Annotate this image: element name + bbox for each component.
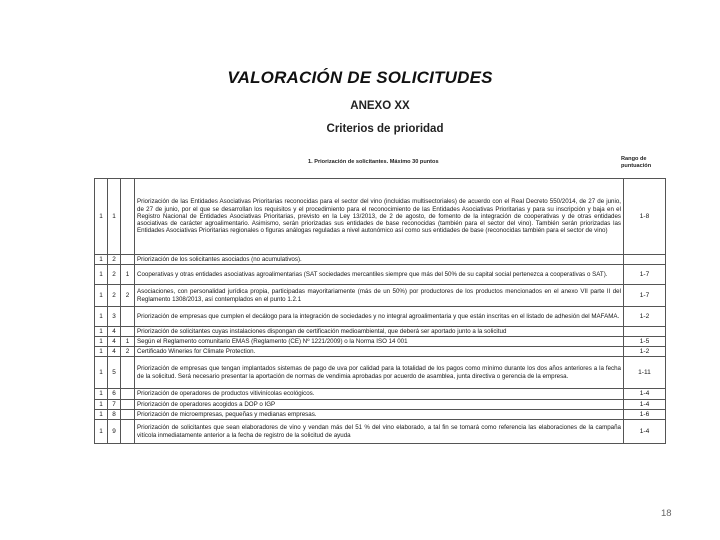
criterion-score-range: 1-7 (624, 285, 666, 307)
criterion-level-2: 4 (108, 337, 121, 347)
criterion-level-1: 1 (95, 285, 108, 307)
criterion-level-2: 2 (108, 265, 121, 285)
criterion-level-1: 1 (95, 389, 108, 400)
criterion-level-2: 6 (108, 389, 121, 400)
criterion-level-1: 1 (95, 400, 108, 410)
criterion-level-3 (121, 410, 135, 420)
criterion-level-1: 1 (95, 347, 108, 357)
criterion-level-3 (121, 389, 135, 400)
criterion-level-1: 1 (95, 265, 108, 285)
table-row (95, 327, 666, 337)
table-row (95, 410, 666, 420)
criterion-level-1: 1 (95, 255, 108, 265)
criterion-level-3 (121, 420, 135, 444)
criterion-level-2: 4 (108, 347, 121, 357)
criterion-score-range: 1-2 (624, 307, 666, 327)
criterion-score-range: 1-4 (624, 420, 666, 444)
criterion-description: Cooperativas y otras entidades asociativas agroalimentarias (SAT sociedades mercantiles siempre que más del 50% de su capital social pertenezca a cooperativas o SAT). (135, 265, 624, 285)
table-row (95, 357, 666, 389)
criterion-level-2: 2 (108, 285, 121, 307)
criterion-level-3: 2 (121, 347, 135, 357)
table-row (95, 255, 666, 265)
table-row (95, 179, 666, 255)
criterion-score-range: 1-2 (624, 347, 666, 357)
criterion-level-1: 1 (95, 410, 108, 420)
criterion-level-3 (121, 400, 135, 410)
annex-subtitle: Criterios de prioridad (326, 123, 444, 135)
criterion-score-range (624, 255, 666, 265)
table-row (95, 347, 666, 357)
section-title: 1. Priorización de solicitantes. Máximo 30 puntos (308, 159, 439, 165)
criterion-description: Priorización de los solicitantes asociados (no acumulativos). (135, 255, 624, 265)
criterion-description: Priorización de solicitantes cuyas instalaciones dispongan de certificación medioambiental, que deberá ser aportado junto a la solicitud (135, 327, 624, 337)
criterion-description: Priorización de empresas que tengan implantados sistemas de pago de uva por calidad para la totalidad de los pagos como mínimo durante los dos años anteriores a la fecha de la solicitud. Será necesario presentar la aportación de normas de vendimia aprobadas por acuerdo de asamblea, junta directiva o gerencia de la empresa. (135, 357, 624, 389)
criterion-description: Priorización de empresas que cumplen el decálogo para la integración de sociedades y no integral agroalimentaria y que están inscritas en el listado de adhesión del MAFAMA. (135, 307, 624, 327)
criterion-level-3 (121, 357, 135, 389)
criterion-level-3: 2 (121, 285, 135, 307)
criterion-level-2: 9 (108, 420, 121, 444)
criterion-score-range: 1-6 (624, 410, 666, 420)
criterion-score-range: 1-5 (624, 337, 666, 347)
criterion-description: Priorización de solicitantes que sean elaboradores de vino y vendan más del 51 % del vino elaborado, a tal fin se tomará como referencia las elaboraciones de la campaña vitícola inmediatamente anterior a la fecha de registro de la solicitud de ayuda (135, 420, 624, 444)
annex-heading: ANEXO XX (350, 100, 410, 112)
criterion-level-1: 1 (95, 307, 108, 327)
table-row (95, 307, 666, 327)
criterion-level-2: 8 (108, 410, 121, 420)
criterion-level-2: 1 (108, 179, 121, 255)
criterion-description: Priorización de las Entidades Asociativas Prioritarias reconocidas para el sector del vino (incluidas multisectoriales) de acuerdo con el Real Decreto 550/2014, de 27 de junio, de 27 de junio, por el que se desarrollan los requisitos y el procedimiento para el reconocimiento de las Entidades Asociativas Prioritarias y para su inscripción y baja en el Registro Nacional de Entidades Asociativas Prioritarias, previsto en la Ley 13/2013, de 2 de agosto, de fomento de la integración de cooperativas y de otras entidades asociativas de carácter agroalimentario. Asimismo, serán priorizadas sus entidades de base reconocidas (también para el sector del vino). También serán priorizadas las Entidades Asociativas Prioritarias regionales o figuras análogas reguladas a nivel autonómico así como sus entidades de base (reconocidas también para el sector de vino) (135, 179, 624, 255)
range-column-header: Rango de puntuación (621, 156, 652, 170)
criterion-score-range: 1-11 (624, 357, 666, 389)
criterion-level-2: 5 (108, 357, 121, 389)
page-number: 18 (661, 508, 672, 519)
criterion-score-range: 1-8 (624, 179, 666, 255)
criterion-description: Certificado Wineries for Climate Protection. (135, 347, 624, 357)
criterion-level-3 (121, 307, 135, 327)
table-row (95, 337, 666, 347)
criterion-description: Priorización de operadores de productos vitivinícolas ecológicos. (135, 389, 624, 400)
criterion-description: Priorización de operadores acogidos a DOP o IGP (135, 400, 624, 410)
criterion-level-1: 1 (95, 327, 108, 337)
table-row (95, 400, 666, 410)
slide-title: VALORACIÓN DE SOLICITUDES (227, 68, 493, 87)
table-row (95, 265, 666, 285)
criterion-score-range: 1-4 (624, 389, 666, 400)
criterion-level-3 (121, 327, 135, 337)
criterion-level-2: 4 (108, 327, 121, 337)
criterion-level-3 (121, 179, 135, 255)
criterion-score-range (624, 327, 666, 337)
criterion-score-range: 1-4 (624, 400, 666, 410)
criterion-description: Según el Reglamento comunitario EMAS (Reglamento (CE) Nº 1221/2009) o la Norma ISO 14 001 (135, 337, 624, 347)
criterion-level-1: 1 (95, 420, 108, 444)
criterion-level-2: 3 (108, 307, 121, 327)
criterion-description: Priorización de microempresas, pequeñas y medianas empresas. (135, 410, 624, 420)
criterion-level-1: 1 (95, 357, 108, 389)
criterion-level-3: 1 (121, 265, 135, 285)
table-row (95, 285, 666, 307)
criterion-level-1: 1 (95, 179, 108, 255)
table-row (95, 420, 666, 444)
criterion-score-range: 1-7 (624, 265, 666, 285)
criterion-level-1: 1 (95, 337, 108, 347)
criterion-level-3 (121, 255, 135, 265)
table-row (95, 389, 666, 400)
criterion-level-2: 2 (108, 255, 121, 265)
criteria-table (94, 178, 666, 444)
criterion-level-3: 1 (121, 337, 135, 347)
criterion-description: Asociaciones, con personalidad jurídica propia, participadas mayoritariamente (más de un 50%) por productores de los productos mencionados en el anexo VII parte II del Reglamento 1308/2013, así contemplados en el punto 1.2.1 (135, 285, 624, 307)
criterion-level-2: 7 (108, 400, 121, 410)
